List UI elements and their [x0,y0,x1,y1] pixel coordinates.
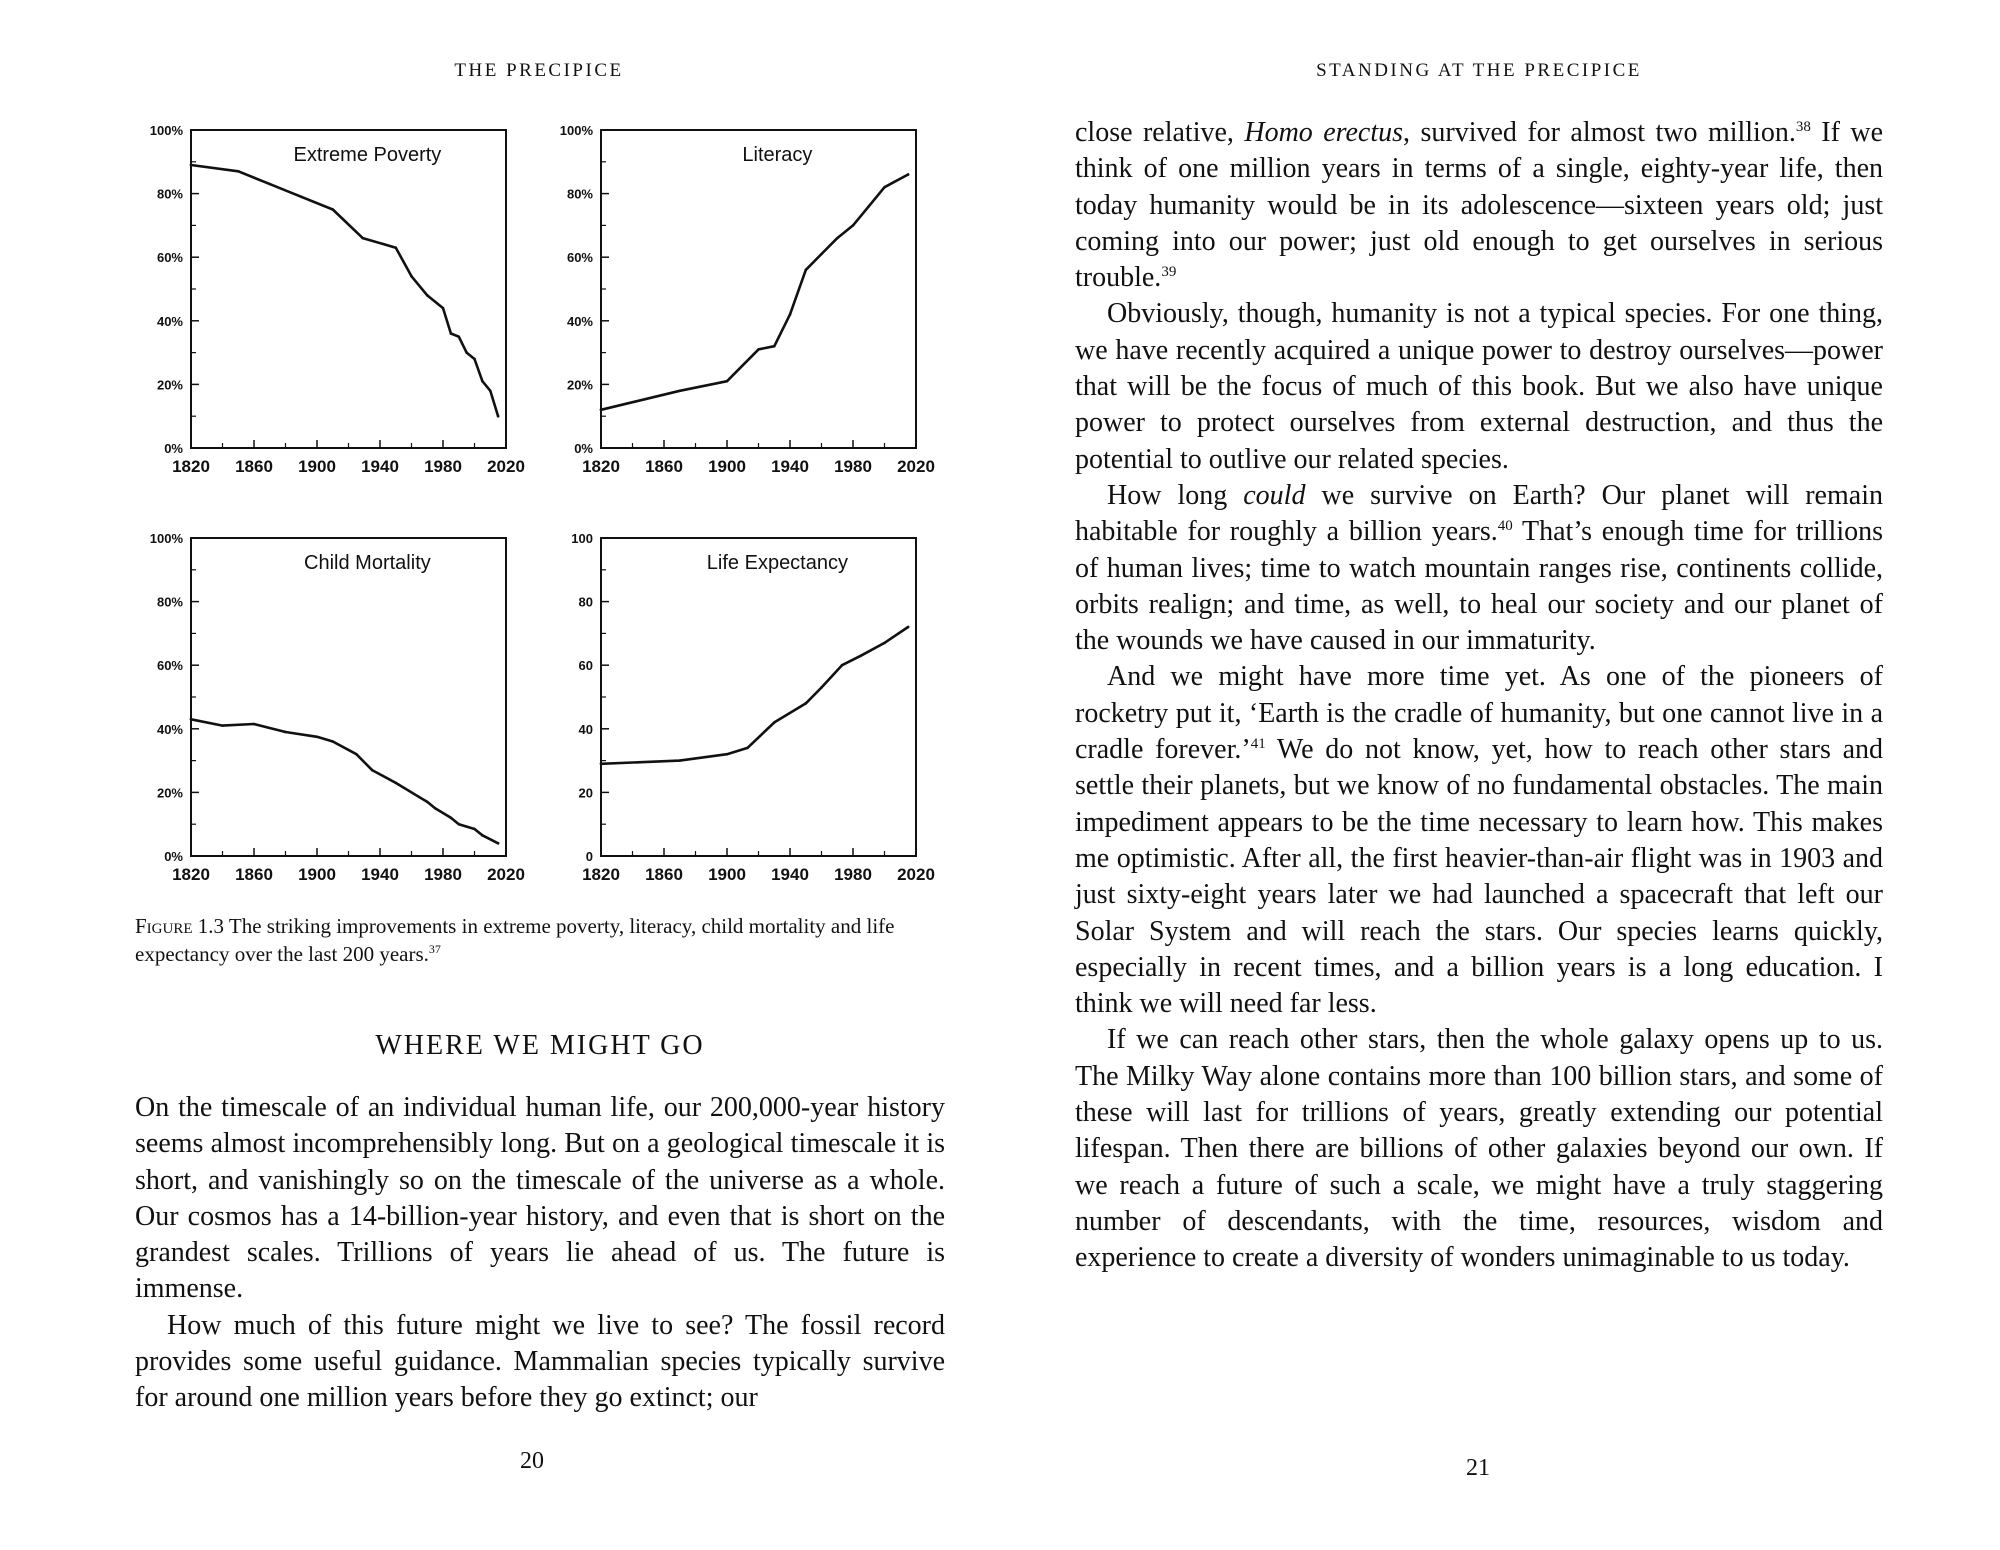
page-number: 20 [520,1448,544,1474]
paragraph [1075,115,1883,296]
y-tick-label: 80 [578,594,593,610]
y-tick-label: 100% [149,531,183,546]
paragraph: On the timescale of an individual human life, our 200,000-year history seems almost incomprehensibly long. But on a geological timescale it is short, and vanishingly so on the timescale of the universe as a whole. Our cosmos has a 14-billion-year history, and even that is short on the grandest scales. Trillions of years lie ahead of us. The future is immense. [135,1092,945,1305]
data-point [253,723,256,726]
data-point [371,769,374,772]
text-run: How long [1107,479,1244,511]
y-tick-label: 20 [578,785,593,801]
data-point [860,654,863,657]
chart-title: Literacy [742,144,813,166]
data-point [789,313,792,316]
data-point [237,170,240,173]
chart-title: Extreme Poverty [293,144,442,166]
y-tick-label: 20% [156,377,183,393]
right-body-text [1075,115,1883,1277]
text-run: And we might have more time yet. As one of the pioneers of rocketry put it, ‘Earth is the cradle of humanity, but one cannot live in a cradle forever.’ [1075,661,1883,766]
data-point [497,842,500,845]
data-point [355,753,358,756]
y-tick-label: 20% [156,785,183,801]
x-tick-label: 1820 [582,457,620,476]
chart-svg [135,523,555,923]
x-tick-label: 1820 [172,865,210,884]
data-point [678,389,681,392]
data-point [820,253,823,256]
series-line [191,719,498,843]
data-point [852,224,855,227]
data-point [907,173,910,176]
data-point [836,237,839,240]
data-point [804,702,807,705]
data-point [600,762,603,765]
y-tick-label: 0% [574,441,593,456]
right-page [1000,0,2000,1550]
data-point [190,164,193,167]
page-number: 21 [1466,1455,1490,1481]
data-point [841,664,844,667]
y-tick-label: 40% [566,313,593,329]
x-tick-label: 1980 [424,865,462,884]
paragraph: If we can reach other stars, then the whole galaxy opens up to us. The Milky Way alone contains more than 100 billion stars, and some of these will last for trillions of years, greatly extending our potential lifespan. Then there are billions of other galaxies beyond our own. If we reach a future of such a scale, we might have a truly staggering number of descendants, with the time, resources, wisdom and experience to create a diversity of wonders unimaginable to us today. [1075,1024,1883,1274]
data-point [268,183,271,186]
figure-label: Figure 1.3 [135,914,225,938]
x-tick-label: 1940 [361,865,399,884]
x-tick-label: 2020 [487,865,525,884]
left-body-text [135,1090,945,1417]
x-tick-label: 1940 [361,457,399,476]
text-run: That’s enough time for trillions of human lives; time to watch mountain ranges rise, continents collide, orbits realign; and time, as well, to heal our society and our planet of the wounds we have caused in our immaturity. [1075,516,1883,657]
data-point [361,237,364,240]
plot-frame [601,538,916,856]
footnote-marker: 38 [1795,119,1811,135]
data-point [426,294,429,297]
text-run: we survive on Earth? Our planet will remain habitable for roughly a billion years. [1075,479,1883,548]
y-tick-label: 100% [559,123,593,138]
data-point [473,828,476,831]
data-point [442,307,445,310]
text-run: , survived for almost two million. [1403,117,1796,148]
data-point [773,721,776,724]
x-tick-label: 1940 [771,865,809,884]
paragraph [1075,478,1883,659]
chart-svg [545,115,965,515]
data-point [481,834,484,837]
x-tick-label: 1900 [298,457,336,476]
x-tick-label: 1900 [298,865,336,884]
data-point [465,351,468,354]
x-tick-label: 1820 [582,865,620,884]
data-point [331,740,334,743]
data-point [434,807,437,810]
y-tick-label: 0% [164,849,183,864]
chart-svg [545,523,965,923]
data-point [450,332,453,335]
data-point [746,747,749,750]
data-point [221,724,224,727]
running-head: STANDING AT THE PRECIPICE [1316,60,1642,81]
data-point [481,380,484,383]
footnote-marker: 39 [1161,264,1177,281]
data-point [473,358,476,361]
y-tick-label: 60% [156,658,183,674]
y-tick-label: 40 [578,721,593,737]
y-tick-label: 0% [164,441,183,456]
x-tick-label: 2020 [487,457,525,476]
figure-caption [135,912,945,968]
data-point [883,642,886,645]
paragraph [1075,659,1883,1022]
footnote-marker: 40 [1497,518,1513,535]
data-point [678,759,681,762]
y-tick-label: 100% [149,123,183,138]
data-point [497,415,500,418]
text-run: close relative, [1075,117,1245,148]
data-point [300,195,303,198]
data-point [757,348,760,351]
x-tick-label: 1900 [708,457,746,476]
x-tick-label: 1940 [771,457,809,476]
data-point [284,731,287,734]
x-tick-label: 1980 [834,457,872,476]
x-tick-label: 1820 [172,457,210,476]
plot-frame [191,538,506,856]
plot-frame [601,130,916,448]
data-point [394,246,397,249]
y-tick-label: 80% [156,186,183,202]
data-point [457,823,460,826]
data-point [426,801,429,804]
chart-extreme-poverty [135,115,555,515]
y-tick-label: 20% [566,377,593,393]
chart-literacy [545,115,965,515]
data-point [489,389,492,392]
data-point [457,335,460,338]
running-head: THE PRECIPICE [454,60,624,81]
data-point [907,626,910,629]
y-tick-label: 100 [571,531,593,546]
chart-life-expectancy [545,523,965,923]
text-run: If we think of one million years in terms of a single, eighty-year life, then today humanity would be in its adolescence—sixteen years old; just coming into our power; just old enough to get ourselves in serious trouble. [1075,117,1884,294]
x-tick-label: 2020 [897,865,935,884]
data-point [773,345,776,348]
data-point [820,686,823,689]
y-tick-label: 60% [566,250,593,266]
data-point [726,753,729,756]
series-line [601,627,908,764]
paragraph: How much of this future might we live to see? The fossil record provides some useful guidance. Mammalian species typically survive for around one million years before they go extinct; our [135,1309,945,1414]
data-point [316,735,319,738]
data-point [394,782,397,785]
y-tick-label: 40% [156,313,183,329]
footnote-marker: 41 [1250,736,1266,753]
chart-title: Life Expectancy [706,552,849,574]
y-tick-label: 40% [156,721,183,737]
x-tick-label: 1860 [235,457,273,476]
series-line [191,165,498,416]
data-point [450,817,453,820]
data-point [883,186,886,189]
data-point [410,275,413,278]
y-tick-label: 60% [156,250,183,266]
chart-child-mortality [135,523,555,923]
data-point [726,380,729,383]
y-tick-label: 80% [566,186,593,202]
x-tick-label: 1860 [235,865,273,884]
x-tick-label: 2020 [897,457,935,476]
x-tick-label: 1860 [645,457,683,476]
emphasis: Homo erectus [1244,117,1404,148]
footnote-marker: 37 [428,942,441,956]
x-tick-label: 1860 [645,865,683,884]
data-point [804,269,807,272]
emphasis: could [1243,479,1306,511]
y-tick-label: 0 [585,849,593,864]
data-point [331,208,334,211]
data-point [600,409,603,412]
data-point [190,718,193,721]
figure-caption-text: The striking improvements in extreme poverty, literacy, child mortality and life expectancy over the last 200 years. [135,914,895,966]
plot-frame [191,130,506,448]
series-line [601,175,908,410]
chart-svg [135,115,555,515]
x-tick-label: 1980 [424,457,462,476]
data-point [418,796,421,799]
section-heading: WHERE WE MIGHT GO [375,1030,705,1061]
paragraph: Obviously, though, humanity is not a typical species. For one thing, we have recently acquired a unique power to destroy ourselves—power that will be the focus of much of this book. But we also have unique power to protect ourselves from external destruction, and thus the potential to outlive our related species. [1075,298,1883,475]
x-tick-label: 1900 [708,865,746,884]
text-run: We do not know, yet, how to reach other stars and settle their planets, but we know of no fundamental obstacles. The main impediment appears to be the time necessary to learn how. This makes me optimistic. After all, the first heavier-than-air flight was in 1903 and just sixty-eight years later we had launched a spacecraft that left our Solar System and will reach the stars. Our species learns quickly, especially in recent times, and a billion years is a long education. I think we will need far less. [1075,734,1883,1020]
y-tick-label: 60 [578,658,593,674]
x-tick-label: 1980 [834,865,872,884]
chart-title: Child Mortality [304,552,431,574]
y-tick-label: 80% [156,594,183,610]
data-point [867,205,870,208]
